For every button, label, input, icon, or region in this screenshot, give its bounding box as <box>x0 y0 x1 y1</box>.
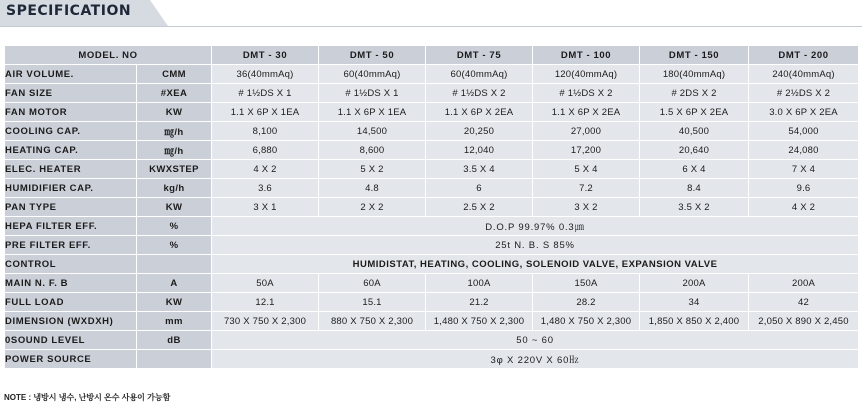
value-cell: 7 X 4 <box>749 160 859 179</box>
value-cell: 880 X 750 X 2,300 <box>319 312 426 331</box>
value-cell: 1,850 X 850 X 2,400 <box>640 312 749 331</box>
model-label-cell: MODEL. NO <box>5 46 212 65</box>
value-cell: 1.5 X 6P X 2EA <box>640 103 749 122</box>
value-cell: 4.8 <box>319 179 426 198</box>
model-header-cell: DMT - 50 <box>319 46 426 65</box>
value-cell: 6,880 <box>212 141 319 160</box>
value-cell: 12.1 <box>212 293 319 312</box>
value-cell: # 2DS X 2 <box>640 84 749 103</box>
value-cell: 40,500 <box>640 122 749 141</box>
table-row <box>5 84 859 103</box>
row-label-cell: FAN MOTOR <box>5 103 137 122</box>
row-label-cell: FAN SIZE <box>5 84 137 103</box>
specification-table <box>4 45 859 369</box>
value-cell: 1.1 X 6P X 1EA <box>319 103 426 122</box>
value-cell: 3.5 X 2 <box>640 198 749 217</box>
value-cell: 60A <box>319 274 426 293</box>
row-unit-cell: KW <box>137 198 212 217</box>
section-title-tab <box>0 0 170 26</box>
value-cell: 24,080 <box>749 141 859 160</box>
value-cell: 60(40mmAq) <box>426 65 533 84</box>
row-unit-cell: ㎎/h <box>137 141 212 160</box>
value-cell: 180(40mmAq) <box>640 65 749 84</box>
row-label-cell: DIMENSION (WXDXH) <box>5 312 137 331</box>
table-row <box>5 65 859 84</box>
value-cell: # 1½DS X 1 <box>212 84 319 103</box>
row-unit-cell <box>137 350 212 369</box>
table-header-row <box>5 46 859 65</box>
row-unit-cell: mm <box>137 312 212 331</box>
value-cell: 6 <box>426 179 533 198</box>
row-label-cell: PAN TYPE <box>5 198 137 217</box>
row-unit-cell: KWXSTEP <box>137 160 212 179</box>
row-unit-cell <box>137 255 212 274</box>
row-unit-cell: ㎎/h <box>137 122 212 141</box>
row-unit-cell: KW <box>137 103 212 122</box>
value-cell: 6 X 4 <box>640 160 749 179</box>
row-unit-cell: #XEA <box>137 84 212 103</box>
value-cell: 1,480 X 750 X 2,300 <box>533 312 640 331</box>
value-cell: 17,200 <box>533 141 640 160</box>
table-row <box>5 198 859 217</box>
value-cell: 28.2 <box>533 293 640 312</box>
model-header-cell: DMT - 200 <box>749 46 859 65</box>
value-cell: # 2½DS X 2 <box>749 84 859 103</box>
value-cell: 1.1 X 6P X 1EA <box>212 103 319 122</box>
table-row <box>5 179 859 198</box>
table-row <box>5 331 859 350</box>
value-cell: 5 X 2 <box>319 160 426 179</box>
value-cell: # 1½DS X 2 <box>426 84 533 103</box>
model-header-cell: DMT - 100 <box>533 46 640 65</box>
merged-value-cell: 50 ~ 60 <box>212 331 859 350</box>
row-unit-cell: kg/h <box>137 179 212 198</box>
value-cell: 120(40mmAq) <box>533 65 640 84</box>
value-cell: 50A <box>212 274 319 293</box>
value-cell: 3 X 2 <box>533 198 640 217</box>
row-label-cell: ELEC. HEATER <box>5 160 137 179</box>
row-unit-cell: KW <box>137 293 212 312</box>
value-cell: 54,000 <box>749 122 859 141</box>
row-label-cell: POWER SOURCE <box>5 350 137 369</box>
value-cell: 4 X 2 <box>212 160 319 179</box>
model-header-cell: DMT - 75 <box>426 46 533 65</box>
row-label-cell: HUMIDIFIER CAP. <box>5 179 137 198</box>
merged-value-cell: D.O.P 99.97% 0.3㎛ <box>212 217 859 236</box>
value-cell: 14,500 <box>319 122 426 141</box>
row-label-cell: PRE FILTER EFF. <box>5 236 137 255</box>
value-cell: 15.1 <box>319 293 426 312</box>
value-cell: 20,250 <box>426 122 533 141</box>
table-row <box>5 236 859 255</box>
row-label-cell: MAIN N. F. B <box>5 274 137 293</box>
table-row <box>5 293 859 312</box>
value-cell: 34 <box>640 293 749 312</box>
value-cell: 3.0 X 6P X 2EA <box>749 103 859 122</box>
value-cell: 5 X 4 <box>533 160 640 179</box>
value-cell: 8,100 <box>212 122 319 141</box>
row-unit-cell: A <box>137 274 212 293</box>
value-cell: 150A <box>533 274 640 293</box>
value-cell: # 1½DS X 1 <box>319 84 426 103</box>
value-cell: 4 X 2 <box>749 198 859 217</box>
value-cell: 9.6 <box>749 179 859 198</box>
row-label-cell: 0SOUND LEVEL <box>5 331 137 350</box>
value-cell: 2.5 X 2 <box>426 198 533 217</box>
table-row <box>5 274 859 293</box>
value-cell: 200A <box>640 274 749 293</box>
header-divider <box>0 26 862 27</box>
model-header-cell: DMT - 150 <box>640 46 749 65</box>
value-cell: 240(40mmAq) <box>749 65 859 84</box>
row-label-cell: FULL LOAD <box>5 293 137 312</box>
value-cell: 100A <box>426 274 533 293</box>
value-cell: 60(40mmAq) <box>319 65 426 84</box>
value-cell: 1.1 X 6P X 2EA <box>426 103 533 122</box>
value-cell: 42 <box>749 293 859 312</box>
value-cell: 7.2 <box>533 179 640 198</box>
value-cell: 8.4 <box>640 179 749 198</box>
value-cell: 730 X 750 X 2,300 <box>212 312 319 331</box>
merged-value-cell: 25t N. B. S 85% <box>212 236 859 255</box>
page-title: SPECIFICATION <box>6 3 132 19</box>
value-cell: 1.1 X 6P X 2EA <box>533 103 640 122</box>
row-label-cell: HEATING CAP. <box>5 141 137 160</box>
value-cell: 3.6 <box>212 179 319 198</box>
value-cell: 1,480 X 750 X 2,300 <box>426 312 533 331</box>
row-unit-cell: % <box>137 217 212 236</box>
row-label-cell: COOLING CAP. <box>5 122 137 141</box>
row-unit-cell: CMM <box>137 65 212 84</box>
table-row <box>5 350 859 369</box>
table-row <box>5 160 859 179</box>
model-header-cell: DMT - 30 <box>212 46 319 65</box>
value-cell: 27,000 <box>533 122 640 141</box>
value-cell: 3.5 X 4 <box>426 160 533 179</box>
value-cell: 21.2 <box>426 293 533 312</box>
value-cell: 200A <box>749 274 859 293</box>
footnote: NOTE : 냉방시 냉수, 난방시 온수 사용이 가능함 <box>4 393 171 402</box>
table-row <box>5 217 859 236</box>
value-cell: 20,640 <box>640 141 749 160</box>
table-row <box>5 122 859 141</box>
table-row <box>5 141 859 160</box>
row-unit-cell: dB <box>137 331 212 350</box>
value-cell: 2 X 2 <box>319 198 426 217</box>
value-cell: 3 X 1 <box>212 198 319 217</box>
value-cell: 36(40mmAq) <box>212 65 319 84</box>
table-row <box>5 255 859 274</box>
value-cell: 2,050 X 890 X 2,450 <box>749 312 859 331</box>
row-label-cell: CONTROL <box>5 255 137 274</box>
table-row <box>5 312 859 331</box>
value-cell: 12,040 <box>426 141 533 160</box>
row-label-cell: HEPA FILTER EFF. <box>5 217 137 236</box>
row-label-cell: AIR VOLUME. <box>5 65 137 84</box>
merged-value-cell: 3φ X 220V X 60㎐ <box>212 350 859 369</box>
merged-value-cell: HUMIDISTAT, HEATING, COOLING, SOLENOID VALVE, EXPANSION VALVE <box>212 255 859 274</box>
table-row <box>5 103 859 122</box>
row-unit-cell: % <box>137 236 212 255</box>
value-cell: # 1½DS X 2 <box>533 84 640 103</box>
value-cell: 8,600 <box>319 141 426 160</box>
